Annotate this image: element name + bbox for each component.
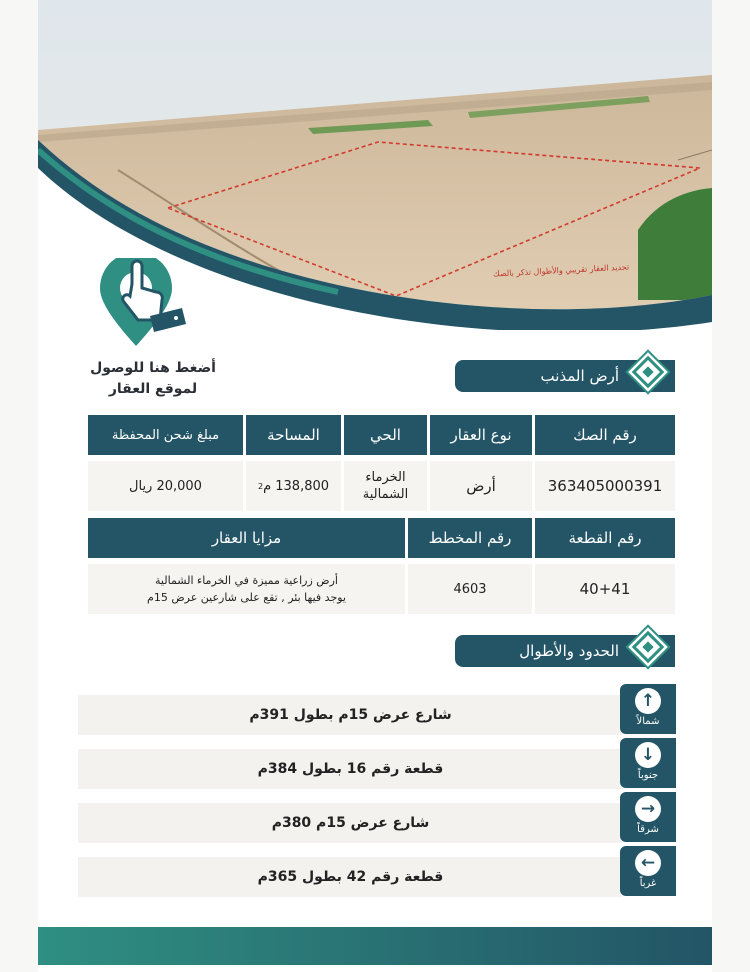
area-unit-sup: 2 xyxy=(257,481,264,491)
value-area xyxy=(246,461,341,511)
boundary-north-tab xyxy=(620,684,676,734)
boundary-east-text: شارع عرض 15م 380م xyxy=(78,803,623,843)
header-plot-number: رقم القطعة xyxy=(535,518,675,558)
arrow-right-icon: → xyxy=(635,796,661,822)
boundary-east-label: شرقاً xyxy=(637,824,659,835)
features-line1: أرض زراعية مميزة في الخرماء الشمالية xyxy=(155,574,338,587)
location-link-line1: أضغط هنا للوصول xyxy=(90,360,216,376)
footer-bar xyxy=(38,927,712,965)
boundary-south-tab xyxy=(620,738,676,788)
location-link-text[interactable] xyxy=(68,358,238,400)
area-number: 138,800 xyxy=(275,478,330,494)
value-wallet-amount: 20,000 ريال xyxy=(88,461,243,511)
header-deed-number: رقم الصك xyxy=(535,415,675,455)
district-line1: الخرماء xyxy=(365,470,406,485)
location-link-line2: لموقع العقار xyxy=(108,381,198,397)
header-plan-number: رقم المخطط xyxy=(408,518,532,558)
boundary-west-text: قطعة رقم 42 بطول 365م xyxy=(78,857,623,897)
boundaries-title: الحدود والأطوال xyxy=(455,635,675,667)
boundary-north-text: شارع عرض 15م بطول 391م xyxy=(78,695,623,735)
ornament-icon xyxy=(624,623,672,671)
boundary-north-label: شمالاً xyxy=(636,716,660,727)
features-line2: يوجد فيها بئر , تقع على شارعين عرض 15م xyxy=(147,591,346,604)
boundary-east-tab xyxy=(620,792,676,842)
district-line2: الشمالية xyxy=(362,487,409,502)
value-deed-number: 363405000391 xyxy=(535,461,675,511)
arrow-left-icon: ← xyxy=(635,850,661,876)
arrow-up-icon: ↑ xyxy=(635,688,661,714)
value-features xyxy=(88,564,405,614)
value-district xyxy=(344,461,427,511)
photo-caption: تحديد العقار تقريبي والأطوال تذكر بالصك xyxy=(492,262,630,279)
location-pin-icon[interactable] xyxy=(96,258,206,350)
header-wallet-amount: مبلغ شحن المحفظة xyxy=(88,415,243,455)
value-plot-number: 40+41 xyxy=(535,564,675,614)
value-plan-number: 4603 xyxy=(408,564,532,614)
boundary-south-text: قطعة رقم 16 بطول 384م xyxy=(78,749,623,789)
value-property-type: أرض xyxy=(430,461,532,511)
boundary-west-tab xyxy=(620,846,676,896)
header-area: المساحة xyxy=(246,415,341,455)
header-district: الحي xyxy=(344,415,427,455)
property-title: أرض المذنب xyxy=(455,360,675,392)
header-features: مزايا العقار xyxy=(88,518,405,558)
ornament-icon xyxy=(624,348,672,396)
area-unit: م xyxy=(263,478,272,494)
property-flyer xyxy=(38,0,712,972)
header-property-type: نوع العقار xyxy=(430,415,532,455)
boundary-west-label: غرباً xyxy=(639,878,657,889)
arrow-down-icon: ↓ xyxy=(635,742,661,768)
boundary-south-label: جنوباً xyxy=(637,770,659,781)
